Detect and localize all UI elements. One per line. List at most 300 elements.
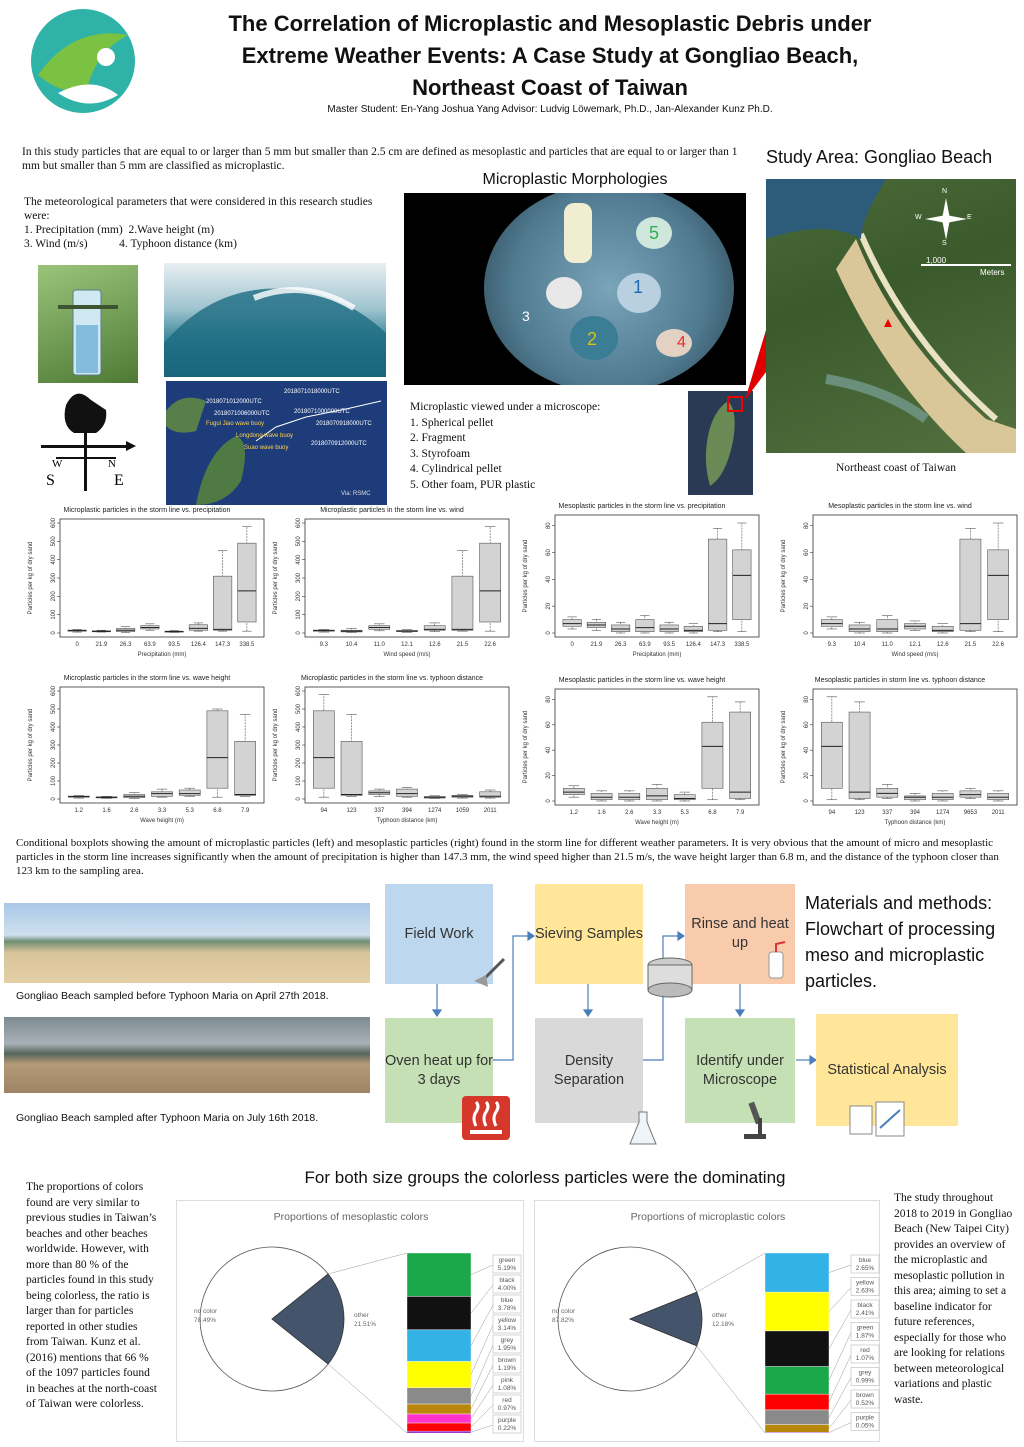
micro-chart-svg xyxy=(535,1201,881,1443)
parameters-row-1: 1. Precipitation (mm) 2.Wave height (m) xyxy=(24,224,215,236)
bar-label: grey xyxy=(500,1337,514,1344)
y-tick-label: 300 xyxy=(296,572,302,584)
bar-label: red xyxy=(502,1397,512,1404)
box xyxy=(730,712,751,798)
y-tick-label: 80 xyxy=(546,522,552,530)
bar-segment-grey xyxy=(765,1410,829,1425)
boxplot-title: Microplastic particles in the storm line vs. wave height xyxy=(63,675,231,682)
box xyxy=(189,625,207,631)
boxplot-title: Mesoplastic particles in the storm line vs. wave height xyxy=(558,677,726,684)
plot-frame xyxy=(60,519,264,637)
svg-text:E: E xyxy=(114,472,124,489)
other-value: 21.51% xyxy=(354,1321,377,1328)
colors-heading: For both size groups the colorless particles were the dominating xyxy=(304,1168,786,1187)
track-label-2: 2018071012000UTC xyxy=(206,399,262,405)
boxplot-title: Microplastic particles in the storm line vs. typhoon distance xyxy=(300,675,484,682)
leader-line xyxy=(829,1288,851,1312)
y-tick-label: 20 xyxy=(804,602,810,610)
y-tick-label: 200 xyxy=(51,591,57,602)
boxplot-svg xyxy=(775,677,1024,835)
boxplot-8 xyxy=(775,677,1024,835)
box xyxy=(480,543,501,622)
x-tick-label: 21.9 xyxy=(95,642,108,648)
x-tick-label: 2.6 xyxy=(625,810,634,816)
connector-line xyxy=(328,1364,407,1433)
box xyxy=(733,550,751,620)
intro-text: In this study particles that are equal to or larger than 5 mm but smaller than 2.5 cm are defined as mesoplastic and particles that are equal to or larger than 1 mm but smaller than 5 mm are classified as microplastic. xyxy=(22,146,738,172)
leader-line xyxy=(829,1333,851,1381)
bar-value: 0.99% xyxy=(855,1377,875,1385)
bar-label: pink xyxy=(501,1377,513,1384)
x-tick-label: 12.6 xyxy=(428,642,441,648)
x-tick-label: 12.1 xyxy=(401,642,413,648)
boxplot-svg xyxy=(517,503,767,667)
marker-3: 3 xyxy=(522,308,530,324)
morphologies-title: Microplastic Morphologies xyxy=(482,171,668,188)
y-tick-label: 40 xyxy=(546,746,552,754)
y-tick-label: 200 xyxy=(296,591,302,602)
microscope-icon xyxy=(740,1100,770,1142)
box xyxy=(932,793,953,799)
boxplot-1 xyxy=(22,507,272,667)
y-tick-label: 500 xyxy=(296,536,302,547)
y-tick-label: 80 xyxy=(546,696,552,703)
x-tick-label: 5.3 xyxy=(680,810,689,816)
morphologies-list xyxy=(410,400,650,493)
x-axis-label: Wave height (m) xyxy=(140,818,184,824)
morph-item: 4. Cylindrical pellet xyxy=(410,463,502,475)
box xyxy=(396,789,417,796)
boxplot-svg xyxy=(775,503,1024,667)
y-axis-label: Particles per kg of dry sand xyxy=(523,710,529,784)
y-tick-label: 0 xyxy=(296,797,302,801)
morph-item: 2. Fragment xyxy=(410,432,466,444)
plot-frame xyxy=(60,687,264,803)
plot-frame xyxy=(813,689,1017,805)
y-tick-label: 400 xyxy=(51,554,57,565)
boxplot-svg xyxy=(267,507,517,667)
y-tick-label: 80 xyxy=(804,696,810,703)
typhoon-track-map xyxy=(166,381,387,505)
bar-label: yellow xyxy=(855,1279,875,1287)
bar-label: purple xyxy=(855,1414,875,1422)
leader-line xyxy=(829,1355,851,1402)
box xyxy=(563,788,584,794)
x-tick-label: 63.9 xyxy=(144,642,156,648)
box xyxy=(213,576,231,630)
plot-frame xyxy=(555,515,759,637)
x-tick-label: 0 xyxy=(570,642,574,648)
poster-title xyxy=(150,8,950,104)
leader-line xyxy=(471,1305,493,1346)
y-tick-label: 0 xyxy=(546,631,552,635)
boxplot-title: Mesoplastic particles in storm line vs. typhoon distance xyxy=(814,677,986,684)
box xyxy=(684,626,702,631)
boxplot-svg xyxy=(22,675,272,833)
no-color-value: 87.82% xyxy=(552,1317,575,1324)
methods-heading: Materials and methods: Flowchart of processing meso and microplastic particles. xyxy=(805,893,996,991)
track-label-4: 2018071000000UTC xyxy=(294,409,350,415)
x-tick-label: 93.5 xyxy=(168,642,180,648)
boxplot-svg xyxy=(22,507,272,667)
y-tick-label: 40 xyxy=(804,576,810,583)
step-oven: Oven heat up for 3 days xyxy=(385,1018,493,1123)
box xyxy=(179,790,200,795)
bar-value: 2.41% xyxy=(855,1310,875,1317)
y-axis-label: Particles per kg of dry sand xyxy=(28,541,34,615)
x-tick-label: 1274 xyxy=(936,810,950,816)
boxplot-caption: Conditional boxplots showing the amount of microplastic particles (left) and mesoplastic particles (right) found in the storm line for different weather parameters. It is very obvious that the amount of micro and mesoplastic particles in the storm line increases significantly when the amount of precipitation is higher than 147.3 mm, the wind speed higher than 21.5 m/s, the wave height larger than 6.8 m, and the distance of the typhoon closer than 123 km to the sampling area. xyxy=(16,837,999,877)
bar-value: 2.65% xyxy=(855,1265,875,1272)
x-tick-label: 26.3 xyxy=(119,642,132,648)
bar-segment-red xyxy=(765,1394,829,1410)
x-tick-label: 7.9 xyxy=(240,808,250,814)
boxplot-5 xyxy=(22,675,272,833)
box xyxy=(341,741,362,795)
title-line-1: The Correlation of Microplastic and Mesoplastic Debris under xyxy=(228,11,872,36)
step-statistics: Statistical Analysis xyxy=(816,1014,958,1126)
y-tick-label: 0 xyxy=(804,631,810,635)
track-label-1: 2018071018000UTC xyxy=(284,389,340,395)
x-tick-label: 12.6 xyxy=(936,642,949,648)
meso-chart-svg xyxy=(177,1201,525,1443)
parameters-row-2: 3. Wind (m/s) 4. Typhoon distance (km) xyxy=(24,238,237,250)
box xyxy=(877,620,898,632)
track-label-3: 2018071006000UTC xyxy=(214,411,270,417)
connector-line xyxy=(328,1253,407,1274)
bar-label: yellow xyxy=(497,1317,517,1324)
bar-segment-green xyxy=(407,1253,471,1296)
box xyxy=(619,793,640,799)
box xyxy=(207,711,228,788)
study-area-caption: Northeast coast of Taiwan xyxy=(835,462,956,474)
marker-1: 1 xyxy=(633,277,644,297)
scale-label: 1,000 xyxy=(926,256,947,265)
marker-4: 4 xyxy=(677,334,686,351)
box xyxy=(988,550,1009,620)
bar-segment-brown xyxy=(407,1404,471,1414)
svg-text:W: W xyxy=(52,458,63,470)
y-axis-label: Particles per kg of dry sand xyxy=(28,708,34,782)
x-tick-label: 2.6 xyxy=(130,808,139,814)
no-color-value: 78.49% xyxy=(194,1317,217,1324)
box xyxy=(821,722,842,788)
y-tick-label: 300 xyxy=(296,739,302,751)
meso-color-chart xyxy=(176,1200,524,1442)
sieve-icon xyxy=(645,955,695,1000)
x-tick-label: 9653 xyxy=(963,810,978,816)
box xyxy=(591,793,612,799)
bar-label: blue xyxy=(858,1257,872,1264)
bar-value: 5.19% xyxy=(497,1265,517,1272)
x-tick-label: 21.5 xyxy=(456,642,469,648)
bar-segment-yellow xyxy=(765,1292,829,1331)
weathervane-icon xyxy=(36,385,136,493)
x-tick-label: 3.3 xyxy=(157,808,167,814)
x-tick-label: 126.4 xyxy=(685,642,701,648)
box xyxy=(702,722,723,788)
x-tick-label: 12.1 xyxy=(909,642,921,648)
morph-item: 3. Styrofoam xyxy=(410,447,471,460)
bar-segment-green xyxy=(765,1367,829,1395)
x-tick-label: 123 xyxy=(854,810,865,816)
box xyxy=(932,626,953,631)
morph-caption: Microplastic viewed under a microscope: xyxy=(410,401,601,413)
parameters-heading: The meteorological parameters that were considered in this research studies were: xyxy=(24,196,373,222)
x-tick-label: 126.4 xyxy=(190,642,206,648)
box xyxy=(849,625,870,632)
x-axis-label: Typhoon distance (km) xyxy=(376,818,438,824)
box xyxy=(646,788,667,799)
other-value: 12.18% xyxy=(712,1321,735,1328)
no-color-label: no color xyxy=(194,1308,218,1315)
boxplot-4 xyxy=(775,503,1024,667)
bar-segment-black xyxy=(407,1296,471,1329)
y-tick-label: 100 xyxy=(51,609,57,620)
x-tick-label: 1.6 xyxy=(102,808,111,814)
bar-value: 3.78% xyxy=(497,1305,517,1312)
rain-gauge-photo xyxy=(38,265,138,383)
y-tick-label: 0 xyxy=(804,799,810,803)
beach-caption-before: Gongliao Beach sampled before Typhoon Maria on April 27th 2018. xyxy=(16,990,329,1002)
bar-label: black xyxy=(499,1277,515,1284)
leader-line xyxy=(829,1378,851,1418)
bar-segment-red xyxy=(407,1423,471,1431)
y-axis-label: Particles per kg of dry sand xyxy=(273,708,279,782)
box xyxy=(960,539,981,630)
y-tick-label: 60 xyxy=(546,549,552,556)
x-tick-label: 7.9 xyxy=(735,810,745,816)
x-tick-label: 1.6 xyxy=(597,810,606,816)
y-tick-label: 40 xyxy=(546,576,552,583)
x-tick-label: 11.0 xyxy=(881,642,893,648)
bar-label: purple xyxy=(497,1417,517,1424)
compass-e: E xyxy=(967,214,972,221)
x-tick-label: 1059 xyxy=(455,808,470,814)
x-axis-label: Wind speed (m/s) xyxy=(383,652,431,658)
bar-label: grey xyxy=(858,1369,872,1377)
box xyxy=(563,620,581,627)
wash-bottle-icon xyxy=(765,940,787,980)
track-label-6: 2018070912000UTC xyxy=(311,441,367,447)
morph-item: 1. Spherical pellet xyxy=(410,416,494,429)
x-tick-label: 21.9 xyxy=(590,642,603,648)
compass-icon xyxy=(915,188,972,247)
study-area-title: Study Area: Gongliao Beach xyxy=(766,147,993,167)
x-tick-label: 63.9 xyxy=(639,642,651,648)
y-tick-label: 0 xyxy=(51,797,57,801)
y-tick-label: 0 xyxy=(546,799,552,803)
y-tick-label: 0 xyxy=(296,631,302,635)
morph-item: 5. Other foam, PUR plastic xyxy=(410,478,536,491)
boxplot-svg xyxy=(267,675,517,833)
bar-value: 4.00% xyxy=(497,1285,517,1292)
bar-value: 1.87% xyxy=(855,1332,875,1340)
buoy-label-3: Suao wave buoy xyxy=(244,445,289,451)
analysis-icon xyxy=(848,1098,908,1142)
x-tick-label: 26.3 xyxy=(614,642,627,648)
step-field-work: Field Work xyxy=(385,884,493,984)
bar-label: brown xyxy=(856,1392,874,1399)
y-tick-label: 500 xyxy=(51,703,57,715)
bar-segment-purple xyxy=(765,1432,829,1433)
x-tick-label: 9.3 xyxy=(827,642,837,648)
x-tick-label: 338.5 xyxy=(734,642,750,648)
x-axis-label: Precipitation (mm) xyxy=(137,652,187,658)
x-tick-label: 5.3 xyxy=(185,808,194,814)
buoy-label-2: Longdong wave buoy xyxy=(236,433,294,439)
meso-chart-title: Proportions of mesoplastic colors xyxy=(273,1211,429,1223)
compass-w: W xyxy=(915,214,922,221)
map-credit: Via: RSMC xyxy=(341,491,371,497)
x-tick-label: 394 xyxy=(909,810,921,816)
box xyxy=(238,543,256,622)
boxplot-2 xyxy=(267,507,517,667)
y-tick-label: 40 xyxy=(804,746,810,754)
leader-line xyxy=(471,1405,493,1427)
bar-value: 1.95% xyxy=(497,1345,517,1352)
box xyxy=(452,576,473,630)
taiwan-inset-map xyxy=(688,391,753,495)
bar-segment-brown xyxy=(765,1425,829,1433)
colors-right-text: The study throughout 2018 to 2019 in Gongliao Beach (New Taipei City) provides an overview of the microplastic and mesoplastic pollution in this area; aiming to set a baseline indicator for future references, especially for those who are looking for relations between meteorological variations and plastic waste. xyxy=(894,1192,1013,1406)
leader-line xyxy=(471,1265,493,1275)
x-tick-label: 22.6 xyxy=(992,642,1004,648)
y-tick-label: 60 xyxy=(804,549,810,556)
box xyxy=(960,791,981,797)
boxplot-svg xyxy=(517,677,767,835)
flask-icon xyxy=(628,1110,658,1146)
bar-value: 0.97% xyxy=(497,1405,517,1412)
beach-photo-after xyxy=(4,1017,370,1093)
y-tick-label: 400 xyxy=(296,721,302,733)
boxplot-title: Mesoplastic particles in the storm line vs. precipitation xyxy=(558,503,726,510)
marker-5: 5 xyxy=(649,223,660,243)
other-label: other xyxy=(354,1312,369,1319)
x-axis-label: Typhoon distance (km) xyxy=(884,820,946,826)
x-tick-label: 22.6 xyxy=(484,642,496,648)
y-tick-label: 20 xyxy=(804,772,810,779)
boxplot-7 xyxy=(517,677,767,835)
satellite-map xyxy=(766,179,1016,453)
buoy-label-1: Fugui Jiao wave buoy xyxy=(206,421,265,427)
connector-line xyxy=(697,1253,765,1292)
y-axis-label: Particles per kg of dry sand xyxy=(273,541,279,615)
box xyxy=(904,796,925,800)
leader-line xyxy=(471,1365,493,1409)
box xyxy=(674,795,695,800)
y-axis-label: Particles per kg of dry sand xyxy=(781,539,787,613)
y-tick-label: 100 xyxy=(51,775,57,787)
y-axis-label: Particles per kg of dry sand xyxy=(523,539,529,613)
x-tick-label: 338.5 xyxy=(239,642,255,648)
boxplot-6 xyxy=(267,675,517,833)
bar-label: brown xyxy=(498,1357,516,1364)
bar-segment-grey xyxy=(407,1388,471,1404)
y-tick-label: 400 xyxy=(51,721,57,733)
no-color-label: no color xyxy=(552,1308,576,1315)
wave-photo xyxy=(164,263,386,377)
box xyxy=(849,712,870,798)
bar-label: blue xyxy=(500,1297,514,1304)
leader-line xyxy=(471,1345,493,1396)
x-tick-label: 6.8 xyxy=(213,808,222,814)
marker-2: 2 xyxy=(587,329,598,349)
y-tick-label: 60 xyxy=(546,721,552,729)
y-tick-label: 600 xyxy=(296,685,302,697)
bar-label: black xyxy=(857,1302,873,1309)
x-tick-label: 1274 xyxy=(428,808,442,814)
shovel-icon xyxy=(470,955,508,991)
x-tick-label: 0 xyxy=(75,642,79,648)
connector-line xyxy=(697,1346,765,1433)
y-tick-label: 600 xyxy=(296,517,302,529)
x-tick-label: 147.3 xyxy=(710,642,726,648)
y-tick-label: 600 xyxy=(51,685,57,697)
x-tick-label: 3.3 xyxy=(652,810,662,816)
colors-left-text: The proportions of colors found are very similar to previous studies in Taiwan’s beaches and other beaches worldwide. However, with more than 80 % of the particles found in this study being colorless, the ratio is larger than for particles reported in other studies from Taiwan. Kunz et al. (2016) mentions that 66 % of the 1097 particles found in beaches at the north-coast of Taiwan were colorless. xyxy=(26,1181,157,1410)
compass-s: S xyxy=(942,240,947,247)
y-tick-label: 500 xyxy=(296,703,302,715)
y-tick-label: 20 xyxy=(546,602,552,610)
x-tick-label: 394 xyxy=(401,808,413,814)
x-tick-label: 11.0 xyxy=(373,642,385,648)
other-label: other xyxy=(712,1312,727,1319)
x-axis-label: Precipitation (mm) xyxy=(632,652,682,658)
box xyxy=(821,620,842,627)
x-tick-label: 93.5 xyxy=(663,642,675,648)
y-tick-label: 80 xyxy=(804,522,810,530)
y-tick-label: 200 xyxy=(51,757,57,769)
box xyxy=(988,793,1009,799)
x-tick-label: 337 xyxy=(882,810,893,816)
svg-text:N: N xyxy=(108,458,116,470)
y-tick-label: 20 xyxy=(546,772,552,779)
leader-line xyxy=(471,1385,493,1419)
x-tick-label: 337 xyxy=(374,808,385,814)
leader-line xyxy=(471,1325,493,1375)
bar-value: 3.14% xyxy=(497,1325,517,1332)
micro-chart-title: Proportions of microplastic colors xyxy=(630,1211,786,1223)
leader-line xyxy=(471,1425,493,1432)
y-tick-label: 200 xyxy=(296,757,302,769)
x-tick-label: 21.5 xyxy=(964,642,977,648)
bar-value: 1.08% xyxy=(497,1385,517,1392)
x-tick-label: 10.4 xyxy=(853,642,866,648)
x-tick-label: 94 xyxy=(828,810,836,816)
bar-value: 1.19% xyxy=(497,1365,517,1372)
boxplot-3 xyxy=(517,503,767,667)
x-axis-label: Wave height (m) xyxy=(635,820,679,826)
box xyxy=(636,620,654,632)
step-sieving: Sieving Samples xyxy=(535,884,643,984)
bar-segment-blue xyxy=(765,1253,829,1292)
bar-segment-blue xyxy=(407,1330,471,1362)
bar-value: 1.07% xyxy=(855,1355,875,1362)
leader-line xyxy=(471,1285,493,1313)
svg-text:S: S xyxy=(46,472,55,489)
box xyxy=(611,625,629,632)
box xyxy=(235,741,256,795)
bar-value: 0.52% xyxy=(855,1400,875,1407)
title-line-2: Extreme Weather Events: A Case Study at Gongliao Beach, xyxy=(241,43,859,68)
bar-label: green xyxy=(498,1257,516,1264)
boxplot-title: Microplastic particles in the storm line vs. precipitation xyxy=(63,507,231,514)
x-tick-label: 1.2 xyxy=(569,810,579,816)
y-tick-label: 60 xyxy=(804,721,810,729)
bar-value: 2.63% xyxy=(855,1287,875,1295)
y-tick-label: 100 xyxy=(296,609,302,620)
